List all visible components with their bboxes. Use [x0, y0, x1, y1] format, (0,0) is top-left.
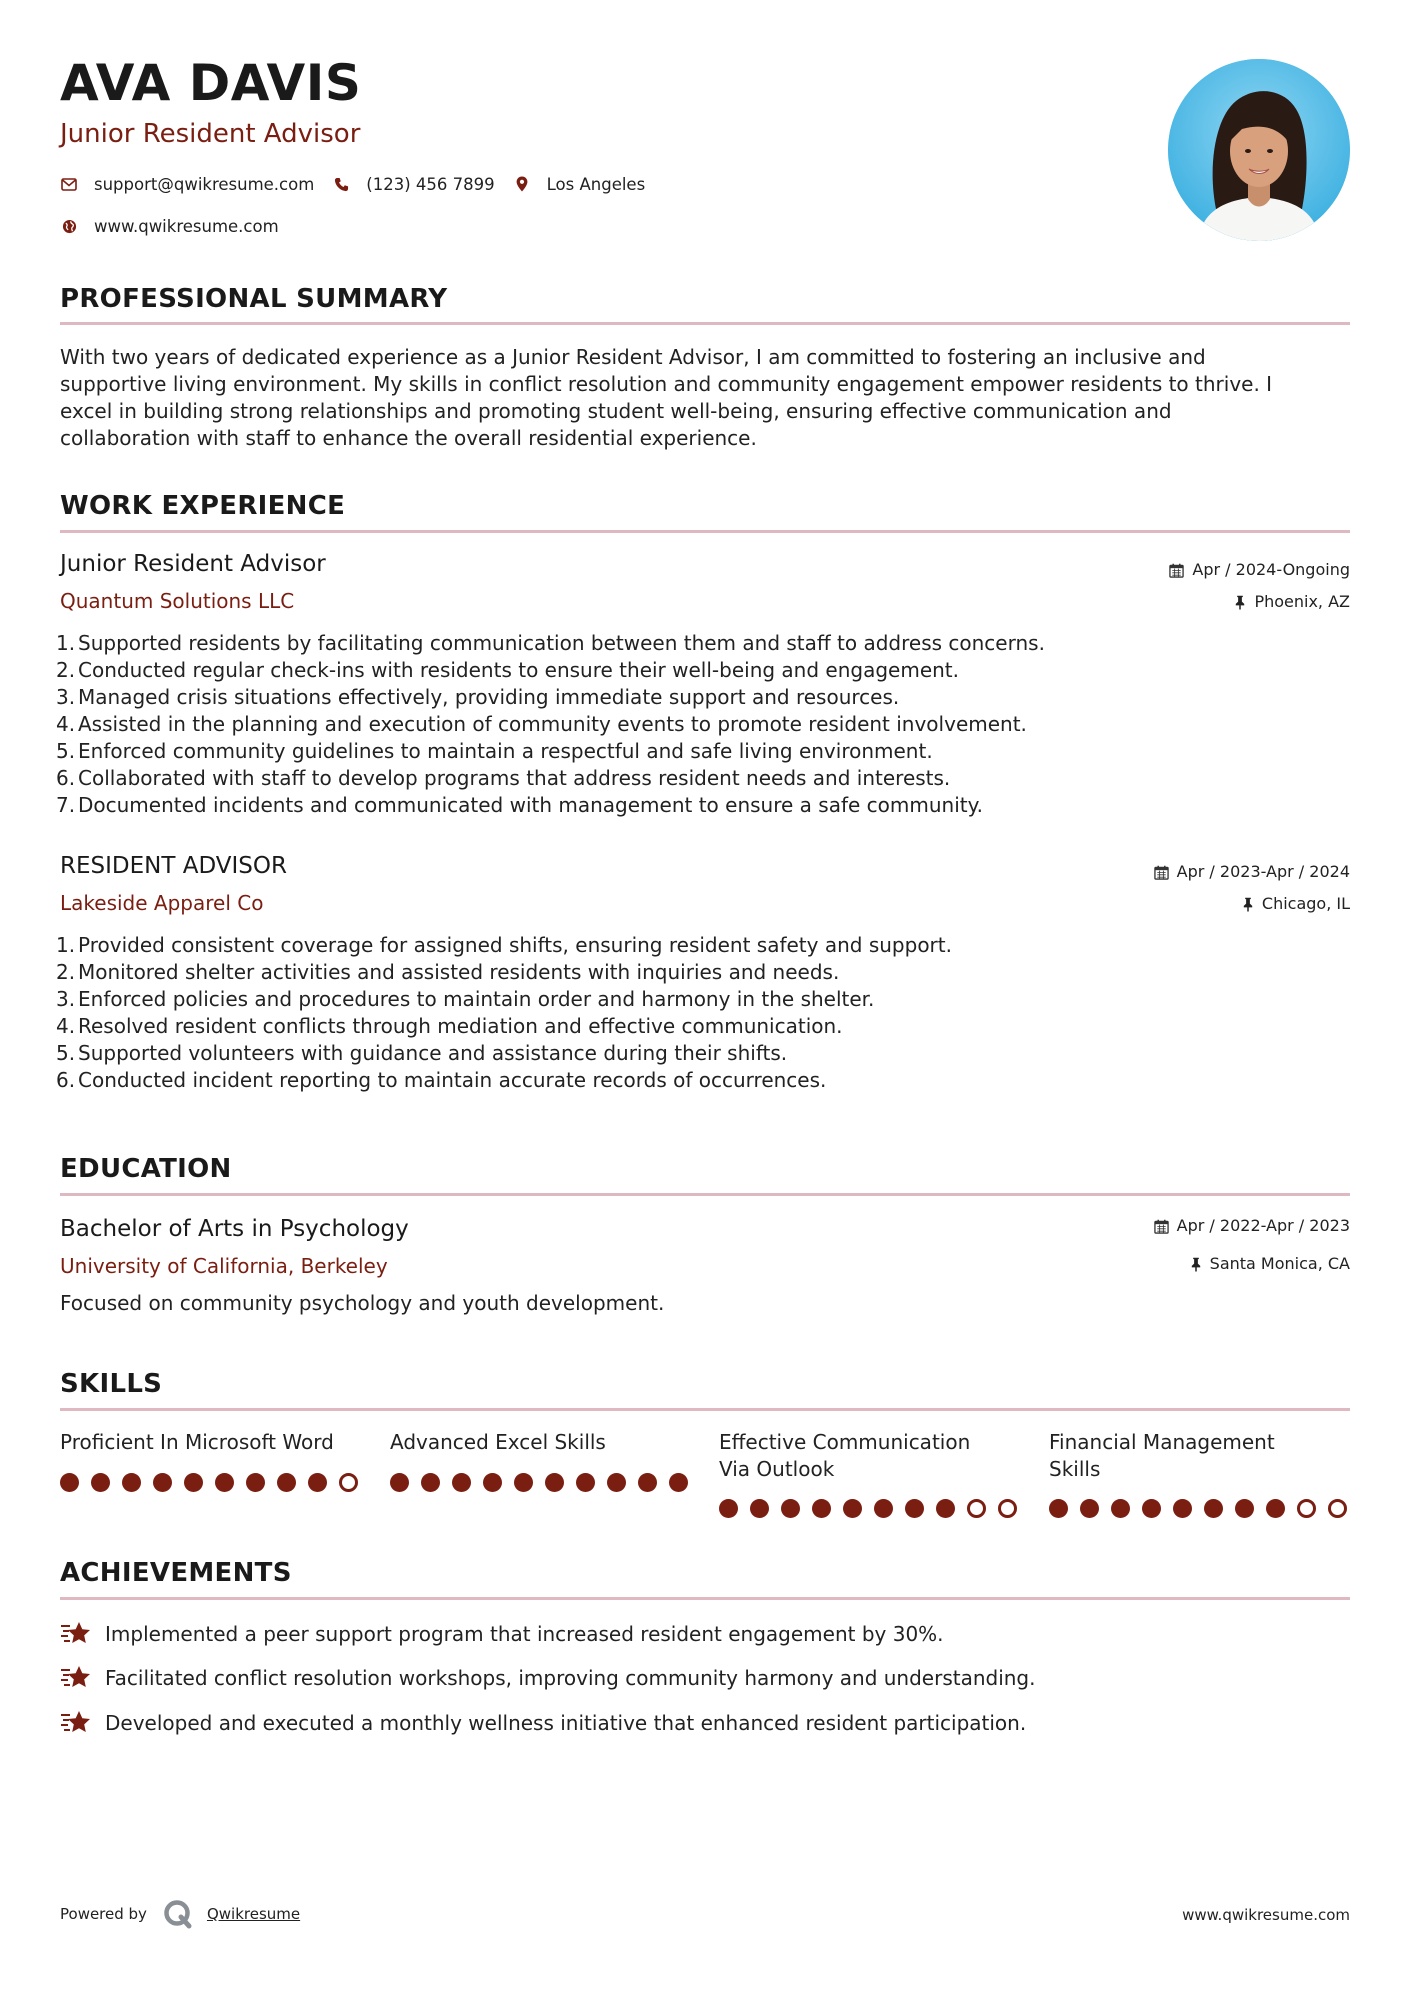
phone-icon — [332, 175, 350, 193]
achievement-item — [60, 1707, 1026, 1739]
job-dates-text: Apr / 2023-Apr / 2024 — [1176, 862, 1350, 881]
rating-dot-filled — [1235, 1499, 1254, 1518]
skill-item — [719, 1429, 1019, 1518]
rating-dot-filled — [184, 1473, 203, 1492]
map-pin-icon — [513, 175, 531, 193]
list-item: 2. Conducted regular check-ins with residents to ensure their well-being and engagement. — [56, 658, 959, 682]
star-award-icon — [60, 1620, 92, 1648]
skill-name: Effective Communication Via Outlook — [719, 1430, 971, 1481]
achievement-text: Facilitated conflict resolution workshops, improving community harmony and understanding. — [105, 1666, 1036, 1690]
skill-rating — [390, 1473, 690, 1492]
footer-brand-link[interactable]: Qwikresume — [206, 1905, 301, 1923]
list-item: 2. Monitored shelter activities and assisted residents with inquiries and needs. — [56, 960, 840, 984]
pushpin-icon — [1234, 595, 1246, 610]
rating-dot-filled — [905, 1499, 924, 1518]
rating-dot-filled — [750, 1499, 769, 1518]
achievements-divider — [60, 1597, 1350, 1600]
list-item: 7. Documented incidents and communicated with management to ensure a safe community. — [56, 793, 983, 817]
rating-dot-filled — [1266, 1499, 1285, 1518]
job-dates-text: Apr / 2024-Ongoing — [1192, 560, 1350, 579]
job-company: Quantum Solutions LLC — [60, 589, 295, 613]
summary-heading: PROFESSIONAL SUMMARY — [60, 284, 448, 314]
rating-dot-filled — [669, 1473, 688, 1492]
achievements-heading: ACHIEVEMENTS — [60, 1558, 292, 1588]
globe-icon — [60, 217, 78, 235]
star-award-icon — [60, 1664, 92, 1692]
rating-dot-filled — [246, 1473, 265, 1492]
calendar-icon — [1154, 1219, 1169, 1234]
job-location-text: Phoenix, AZ — [1254, 592, 1350, 611]
summary-line: supportive living environment. My skills in conflict resolution and community engagement empower residents to thrive. I — [60, 372, 1273, 396]
skill-name: Advanced Excel Skills — [390, 1430, 606, 1454]
rating-dot-filled — [122, 1473, 141, 1492]
contact-row-primary — [60, 172, 663, 196]
skill-item — [390, 1429, 690, 1492]
achievement-text: Implemented a peer support program that increased resident engagement by 30%. — [105, 1622, 944, 1646]
education-note: Focused on community psychology and youth development. — [60, 1291, 665, 1315]
skills-divider — [60, 1408, 1350, 1411]
list-item: 5. Enforced community guidelines to maintain a respectful and safe living environment. — [56, 739, 933, 763]
rating-dot-filled — [1080, 1499, 1099, 1518]
rating-dot-empty — [1297, 1499, 1316, 1518]
skill-name: Financial Management Skills — [1049, 1430, 1275, 1481]
rating-dot-filled — [1173, 1499, 1192, 1518]
rating-dot-empty — [1328, 1499, 1347, 1518]
contact-website[interactable]: www.qwikresume.com — [94, 216, 279, 236]
education-dates — [1154, 1218, 1350, 1234]
rating-dot-filled — [638, 1473, 657, 1492]
job-role: RESIDENT ADVISOR — [60, 853, 287, 879]
footer-powered-by — [60, 1899, 300, 1929]
rating-dot-filled — [1049, 1499, 1068, 1518]
pushpin-icon — [1242, 897, 1254, 912]
job-location — [1242, 896, 1350, 912]
list-item: 3. Managed crisis situations effectively, providing immediate support and resources. — [56, 685, 900, 709]
job-dates — [1169, 562, 1350, 578]
profile-photo — [1168, 59, 1350, 241]
job-dates — [1154, 864, 1350, 880]
job-location — [1234, 594, 1350, 610]
summary-line: excel in building strong relationships and promoting student well-being, ensuring effective communication and — [60, 399, 1172, 423]
candidate-title: Junior Resident Advisor — [60, 119, 361, 149]
contact-email[interactable]: support@qwikresume.com — [94, 174, 315, 194]
achievement-text: Developed and executed a monthly wellness initiative that enhanced resident participation. — [105, 1711, 1027, 1735]
list-item: 1. Supported residents by facilitating communication between them and staff to address concerns. — [56, 631, 1045, 655]
education-location-text: Santa Monica, CA — [1209, 1254, 1350, 1273]
rating-dot-empty — [339, 1473, 358, 1492]
education-school: University of California, Berkeley — [60, 1254, 388, 1278]
rating-dot-filled — [390, 1473, 409, 1492]
rating-dot-empty — [967, 1499, 986, 1518]
education-dates-text: Apr / 2022-Apr / 2023 — [1176, 1216, 1350, 1235]
education-location — [1190, 1256, 1350, 1272]
calendar-icon — [1169, 563, 1184, 578]
footer-website[interactable]: www.qwikresume.com — [1182, 1906, 1350, 1924]
job-company: Lakeside Apparel Co — [60, 891, 264, 915]
envelope-icon — [60, 175, 78, 193]
list-item: 6. Collaborated with staff to develop programs that address resident needs and interests. — [56, 766, 951, 790]
job-responsibilities — [56, 932, 1340, 1094]
rating-dot-filled — [843, 1499, 862, 1518]
summary-divider — [60, 322, 1350, 325]
qwikresume-logo-icon — [163, 1899, 193, 1929]
job-responsibilities — [56, 630, 1340, 819]
education-degree: Bachelor of Arts in Psychology — [60, 1216, 409, 1242]
summary-line: collaboration with staff to enhance the overall residential experience. — [60, 426, 757, 450]
skill-rating — [1049, 1499, 1349, 1518]
star-award-icon — [60, 1709, 92, 1737]
rating-dot-filled — [421, 1473, 440, 1492]
skill-item — [1049, 1429, 1349, 1518]
candidate-name: AVA DAVIS — [60, 54, 362, 112]
skills-heading: SKILLS — [60, 1369, 163, 1399]
rating-dot-filled — [514, 1473, 533, 1492]
rating-dot-filled — [607, 1473, 626, 1492]
pushpin-icon — [1190, 1257, 1202, 1272]
rating-dot-filled — [576, 1473, 595, 1492]
skill-item — [60, 1429, 360, 1492]
rating-dot-filled — [308, 1473, 327, 1492]
contact-row-secondary — [60, 214, 297, 238]
list-item: 3. Enforced policies and procedures to maintain order and harmony in the shelter. — [56, 987, 875, 1011]
job-location-text: Chicago, IL — [1261, 894, 1350, 913]
list-item: 6. Conducted incident reporting to maintain accurate records of occurrences. — [56, 1068, 827, 1092]
list-item: 1. Provided consistent coverage for assigned shifts, ensuring resident safety and support. — [56, 933, 952, 957]
rating-dot-filled — [936, 1499, 955, 1518]
contact-phone[interactable]: (123) 456 7899 — [366, 174, 495, 194]
rating-dot-filled — [277, 1473, 296, 1492]
achievement-item — [60, 1662, 1036, 1694]
achievement-item — [60, 1618, 944, 1650]
contact-location: Los Angeles — [546, 174, 646, 194]
rating-dot-filled — [452, 1473, 471, 1492]
work-heading: WORK EXPERIENCE — [60, 491, 346, 521]
education-divider — [60, 1193, 1350, 1196]
skill-rating — [719, 1499, 1019, 1518]
rating-dot-filled — [719, 1499, 738, 1518]
rating-dot-filled — [153, 1473, 172, 1492]
rating-dot-empty — [998, 1499, 1017, 1518]
education-heading: EDUCATION — [60, 1154, 232, 1184]
rating-dot-filled — [91, 1473, 110, 1492]
rating-dot-filled — [1142, 1499, 1161, 1518]
rating-dot-filled — [1204, 1499, 1223, 1518]
summary-text — [60, 344, 1350, 452]
job-role: Junior Resident Advisor — [60, 551, 326, 577]
skill-rating — [60, 1473, 360, 1492]
rating-dot-filled — [60, 1473, 79, 1492]
skill-name: Proficient In Microsoft Word — [60, 1430, 334, 1454]
work-divider — [60, 530, 1350, 533]
rating-dot-filled — [1111, 1499, 1130, 1518]
list-item: 4. Resolved resident conflicts through mediation and effective communication. — [56, 1014, 843, 1038]
calendar-icon — [1154, 865, 1169, 880]
list-item: 5. Supported volunteers with guidance and assistance during their shifts. — [56, 1041, 788, 1065]
rating-dot-filled — [483, 1473, 502, 1492]
powered-by-label: Powered by — [60, 1905, 147, 1923]
summary-line: With two years of dedicated experience as a Junior Resident Advisor, I am committed to fostering an inclusive and — [60, 345, 1206, 369]
rating-dot-filled — [215, 1473, 234, 1492]
rating-dot-filled — [812, 1499, 831, 1518]
rating-dot-filled — [545, 1473, 564, 1492]
rating-dot-filled — [874, 1499, 893, 1518]
rating-dot-filled — [781, 1499, 800, 1518]
list-item: 4. Assisted in the planning and execution of community events to promote resident involvement. — [56, 712, 1027, 736]
